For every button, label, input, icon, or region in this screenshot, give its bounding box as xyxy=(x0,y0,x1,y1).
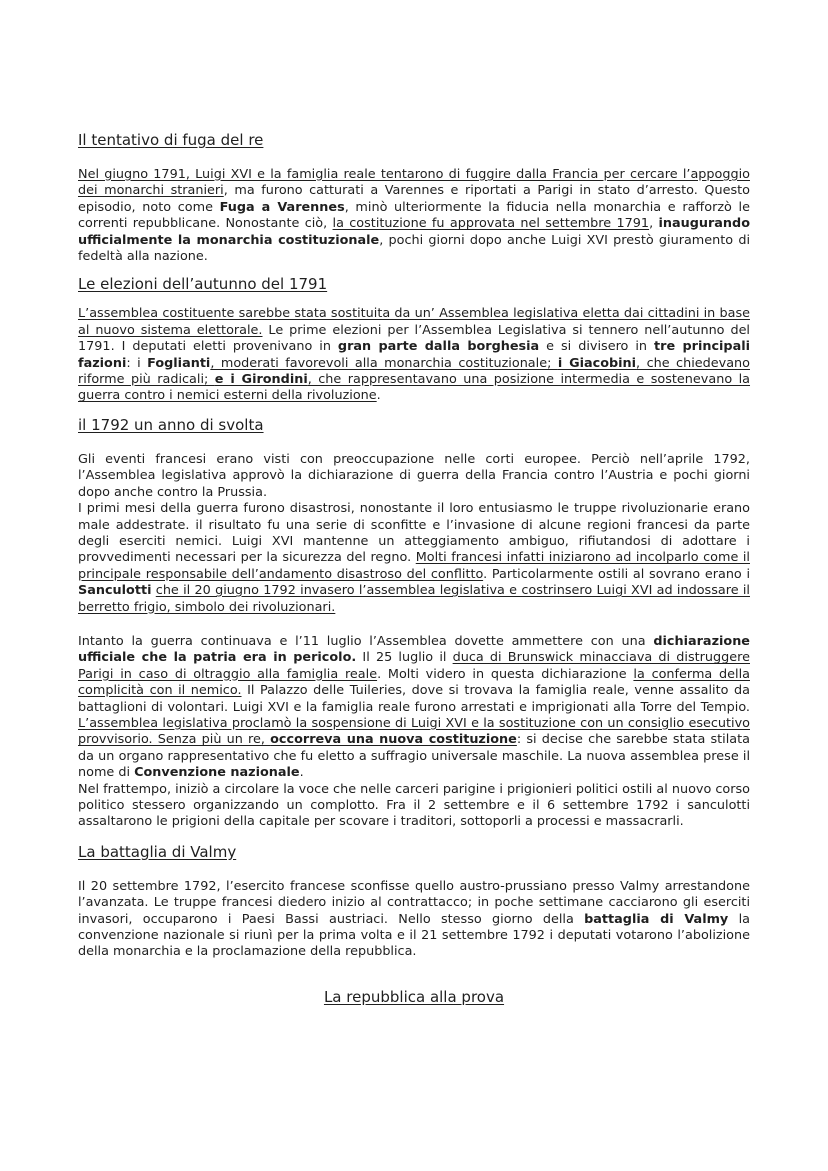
text-run: che il 20 giugno 1792 invasero l’assemblea legislativa e costrinsero Luigi XVI ad indossare il berretto frigio, simbolo dei rivoluzionari. xyxy=(78,583,750,615)
bold-term: i Giacobini xyxy=(557,355,637,371)
bold-term: gran parte dalla borghesia xyxy=(337,339,540,355)
text-run: Le prime elezioni per l’Assemblea Legislativa si tennero nell’autunno del 1791. I deputati eletti provenivano in xyxy=(78,322,750,355)
heading-1792-svolta: il 1792 un anno di svolta xyxy=(78,415,264,434)
text-run: Gli eventi francesi erano visti con preoccupazione nelle corti europee. Perciò nell’aprile 1792, l’Assemblea legislativa approvò la dichiarazione di guerra della Francia contro l’Austria e pochi giorni dopo anche contro la Prussia. xyxy=(78,451,750,500)
text-run: L’assemblea costituente sarebbe stata sostituita da un’ Assemblea legislativa eletta dai cittadini in base al nuovo sistema elettorale. xyxy=(78,306,750,338)
text-run: . Particolarmente ostili al sovrano erano i xyxy=(483,566,751,582)
text-run: L’assemblea legislativa proclamò la sospensione di Luigi XVI e la sostituzione con un consiglio esecutivo provvisorio. Senza più un re, xyxy=(78,715,750,748)
text-run: : i xyxy=(126,355,148,371)
heading-battaglia-valmy: La battaglia di Valmy xyxy=(78,842,237,861)
text-run: duca di Brunswick minacciava di distruggere Parigi in caso di oltraggio alla famiglia reale xyxy=(78,650,750,682)
heading-elezioni-1791: Le elezioni dell’autunno del 1791 xyxy=(78,275,328,294)
bold-term: battaglia di Valmy xyxy=(584,911,729,927)
text-run: , pochi giorni dopo anche Luigi XVI prestò giuramento di fedeltà alla nazione. xyxy=(78,232,750,265)
paragraph-fuga-del-re xyxy=(78,167,750,265)
text-run: Il Palazzo delle Tuileries, dove si trovava la famiglia reale, venne assalito da battaglioni di volontari. Luigi XVI e la famiglia reale furono arrestati e imprigionati alla Torre del Tempio. xyxy=(78,683,750,715)
bold-term: Convenzione nazionale xyxy=(134,765,300,781)
text-run: la convenzione nazionale si riunì per la prima volta e il 21 settembre 1792 i deputati votarono l’abolizione della monarchia e la proclamazione della repubblica. xyxy=(78,911,750,960)
text-run: e si divisero in xyxy=(539,339,655,355)
bold-term: Foglianti xyxy=(147,355,211,371)
bold-term: occorreva una nuova costituzione xyxy=(270,732,517,748)
paragraph-1792-patria-in-pericolo xyxy=(78,634,750,831)
heading-repubblica-alla-prova: La repubblica alla prova xyxy=(323,987,505,1006)
text-run: . xyxy=(299,765,304,781)
paragraph-1792-guerra xyxy=(78,452,750,616)
text-run: Il 25 luglio il xyxy=(356,650,453,666)
paragraph-elezioni-1791 xyxy=(78,306,750,404)
bold-term: inaugurando ufficialmente la monarchia costituzionale xyxy=(78,216,750,248)
text-run: , ma furono catturati a Varennes e riportati a Parigi in stato d’arresto. Questo episodio, noto come xyxy=(78,183,750,215)
text-run: Nel frattempo, iniziò a circolare la voce che nelle carceri parigine i prigionieri politici ostili al nuovo corso politico stessero organizzando un complotto. Fra il 2 settembre e il 6 settembre 1792 i sanculotti assaltarono le prigioni della capitale per scovare i traditori, sottoporli a processi e massacrarli. xyxy=(78,781,750,830)
bold-term: tre principali fazioni xyxy=(78,339,750,371)
text-run: , xyxy=(649,216,659,232)
text-run: Molti francesi infatti iniziarono ad incolparlo come il principale responsabile dell’andamento disastroso del conflitto xyxy=(78,550,750,582)
text-run: , minò ulteriormente la fiducia nella monarchia e rafforzò le correnti repubblicane. Nonostante ciò, xyxy=(78,199,750,232)
text-run: . xyxy=(376,388,381,404)
text-run: , moderati favorevoli alla monarchia costituzionale; xyxy=(210,355,558,371)
text-run: la conferma della complicità con il nemico. xyxy=(78,666,750,699)
text-run: Il 20 settembre 1792, l’esercito francese sconfisse quello austro-prussiano presso Valmy arrestandone l’avanzata. Le truppe francesi diedero inizio al contrattacco; in poche settimane cacciarono gli eserciti invasori, occuparono i Paesi Bassi austriaci. Nello stesso giorno della xyxy=(78,878,750,927)
text-run: Intanto la guerra continuava e l’11 luglio l’Assemblea dovette ammettere con una xyxy=(78,633,654,649)
text-run: la costituzione fu approvata nel settembre 1791 xyxy=(332,216,650,232)
text-run: , che rappresentavano una posizione intermedia e sostenevano la guerra contro i nemici esterni della rivoluzione xyxy=(78,372,751,404)
bold-term: Fuga a Varennes xyxy=(219,199,345,215)
text-run: : si decise che sarebbe stata stilata da un organo rappresentativo che fu eletto a suffragio universale maschile. La nuova assemblea prese il nome di xyxy=(78,732,750,781)
bold-term: e i Girondini xyxy=(214,372,308,388)
document-body xyxy=(78,128,750,1007)
bold-term: dichiarazione ufficiale che la patria era in pericolo. xyxy=(78,633,750,666)
text-run: . Molti videro in questa dichiarazione xyxy=(377,666,634,682)
text-run: I primi mesi della guerra furono disastrosi, nonostante il loro entusiasmo le truppe rivoluzionarie erano male addestrate. il risultato fu una serie di sconfitte e l’invasione di alcune regioni francesi da parte degli eserciti nemici. Luigi XVI mantenne un atteggiamento ambiguo, rifiutandosi di adottare i provvedimenti necessari per la sicurezza del regno. xyxy=(78,501,750,566)
heading-fuga-del-re: Il tentativo di fuga del re xyxy=(78,131,264,149)
text-run: , che chiedevano riforme più radicali; xyxy=(78,355,750,388)
text-run: Nel giugno 1791, Luigi XVI e la famiglia reale tentarono di fuggire dalla Francia per cercare l’appoggio dei monarchi stranieri xyxy=(78,167,750,199)
paragraph-battaglia-valmy xyxy=(78,879,750,961)
bold-term: Sanculotti xyxy=(78,583,152,599)
